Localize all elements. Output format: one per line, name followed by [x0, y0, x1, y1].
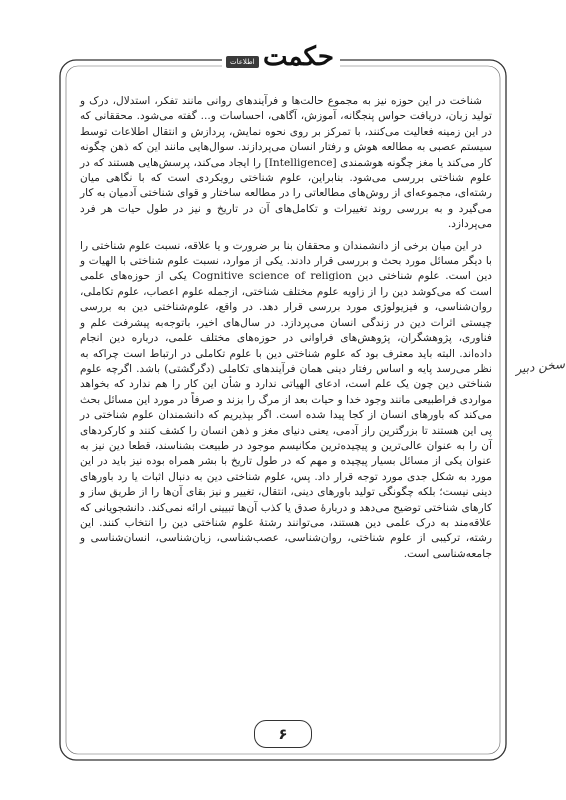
page-number: ۶ — [254, 720, 312, 748]
paragraph: شناخت در این حوزه نیز به مجموع حالت‌ها و فرآیندهای روانی مانند تفکر، استدلال، درک و تولید زبان، دریافت حواس پنجگانه، آموزش، آگاهی، احساسات و... گفته می‌شود. محققانی که در این زمینه فعالیت می‌کنند، با تمرکز بر روی نحوه نمایش، پردازش و انتقال اطلاعات توسط سیستم عصبی به مطالعه هوش و رفتار انسان می‌پردازند. سوال‌هایی مانند این که ذهن چگونه کار می‌کند یا مغز چگونه هوشمندی [Intelligence] را ایجاد می‌کند، پرسش‌هایی هستند که در علوم شناختی بررسی می‌شود. بنابراین، علوم شناختی رویکردی است که با نگاهی میان رشته‌ای، مجموعه‌ای از روش‌های مطالعاتی را در مطالعه ساختار و قوای شناختی آدمیان به کار می‌گیرد و به بررسی روند تغییرات و تکامل‌های آن در تاریخ و نیز در طول حیات هر فرد می‌پردازد. — [80, 95, 492, 231]
logo-badge: اطلاعات — [226, 56, 259, 68]
paragraph: در این میان برخی از دانشمندان و محققان بنا بر ضرورت و یا علاقه، نسبت علوم شناختی را با دیگر مسائل مورد بحث و بررسی قرار دادند. یکی از موارد، نسبت علوم شناختی با الهیات و دین است. علوم شناختی دین Cognitive science of religion یکی از حوزه‌های علمی است که می‌کوشد دین را از زاویه علوم مختلف شناختی، ازجمله علوم اعصاب، علوم تکاملی، روان‌شناسی، و فیزیولوژی مورد بررسی قرار دهد. در واقع، علوم‌شناختی دین به بررسی چیستی اثرات دین در زندگی انسان می‌پردازد. در سال‌های اخیر، باتوجه‌به پیشرفت علم و فناوری، پژوهشگران، پژوهش‌های فراوانی در حوزه‌های مختلف علمی، درباره دین انجام داده‌اند. البته باید معترف بود که علوم شناختی دین با علوم تکاملی در ارتباط است چراکه به نظر می‌رسد پایه و اساس رفتار دینی همان فرآیندهای تکاملی (دگرگشتی) باشد. اگرچه علوم شناختی دین چون یک علم است، ادعای الهیاتی ندارد و شأن این کار را هم ندارد که بخواهد مواردی فراطبیعی مانند وجود خدا و حیات بعد از مرگ را بزند و صرفاً در مورد این مسائل بحث می‌کند که باورهای انسان از کجا پیدا شده است. اگر بپذیریم که دانشمندان علوم شناختی در پی این هستند تا بزرگترین راز آدمی، یعنی دنیای مغز و ذهن انسان را کشف کنند و کارکردهای آن را به عنوان عالی‌ترین و پیچیده‌ترین مکانیسم موجود در طبیعت بشناسند، قطعا دین نیز به عنوان یکی از مسائل بسیار پیچیده و مهم که در طول تاریخ با بشر همراه بوده نیز باید در این مورد به شکل جدی مورد توجه قرار داد. پس، علوم شناختی دین به دنبال اثبات یا رد باورهای دینی نیست؛ بلکه چگونگی تولید باورهای دینی، انتقال، تغییر و نیز بقای آن‌ها را از طریق ساز و کارهای شناختی توضیح می‌دهد و دربارۀ صدق یا کذب آن‌ها تبیینی ارائه نمی‌کند. دانشجویانی که علاقه‌مند به درک علمی دین هستند، می‌توانند رشتۀ علوم شناختی دین را انتخاب کنند. این رشته، ترکیبی از علوم شناختی، روان‌شناسی، عصب‌شناسی، زبان‌شناسی، انسان‌شناسی و جامعه‌شناسی است. — [80, 239, 493, 560]
article-body — [80, 94, 492, 568]
journal-logo — [222, 40, 340, 80]
section-label: سخن دبیر — [514, 356, 566, 377]
logo-text: حکمت — [263, 42, 334, 72]
